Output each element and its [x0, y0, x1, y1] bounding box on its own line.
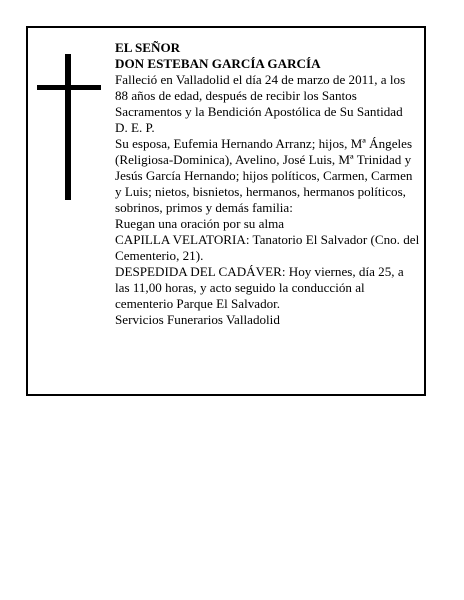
funeral-info: DESPEDIDA DEL CADÁVER: Hoy viernes, día 25, a las 11,00 horas, y acto seguido la conducción al cementerio Parque El Salvador.	[115, 264, 404, 311]
death-details: Falleció en Valladolid el día 24 de marzo de 2011, a los 88 años de edad, después de recibir los Santos Sacramentos y la Bendición Apostólica de Su Santidad	[115, 72, 406, 119]
deceased-name: DON ESTEBAN GARCÍA GARCÍA	[115, 56, 321, 71]
latin-cross-icon	[37, 54, 101, 200]
family-list: Su esposa, Eufemia Hernando Arranz; hijos, Mª Ángeles (Religiosa-Dominica), Avelino, José Luis, Mª Trinidad y Jesús García Hernando; hijos políticos, Carmen, Carmen y Luis; nietos, bisnietos, hermanos, hermanos políticos, sobrinos, primos y demás familia:	[115, 136, 413, 215]
cross-horizontal-bar	[37, 85, 101, 90]
rest-in-peace: D. E. P.	[115, 120, 155, 135]
obituary-notice	[26, 26, 426, 396]
prayer-request: Ruegan una oración por su alma	[115, 216, 285, 231]
notice-text-block	[115, 40, 420, 328]
funeral-services: Servicios Funerarios Valladolid	[115, 312, 280, 327]
cross-vertical-bar	[65, 54, 71, 200]
chapel-info: CAPILLA VELATORIA: Tanatorio El Salvador (Cno. del Cementerio, 21).	[115, 232, 420, 263]
notice-title-line1: EL SEÑOR	[115, 40, 181, 55]
